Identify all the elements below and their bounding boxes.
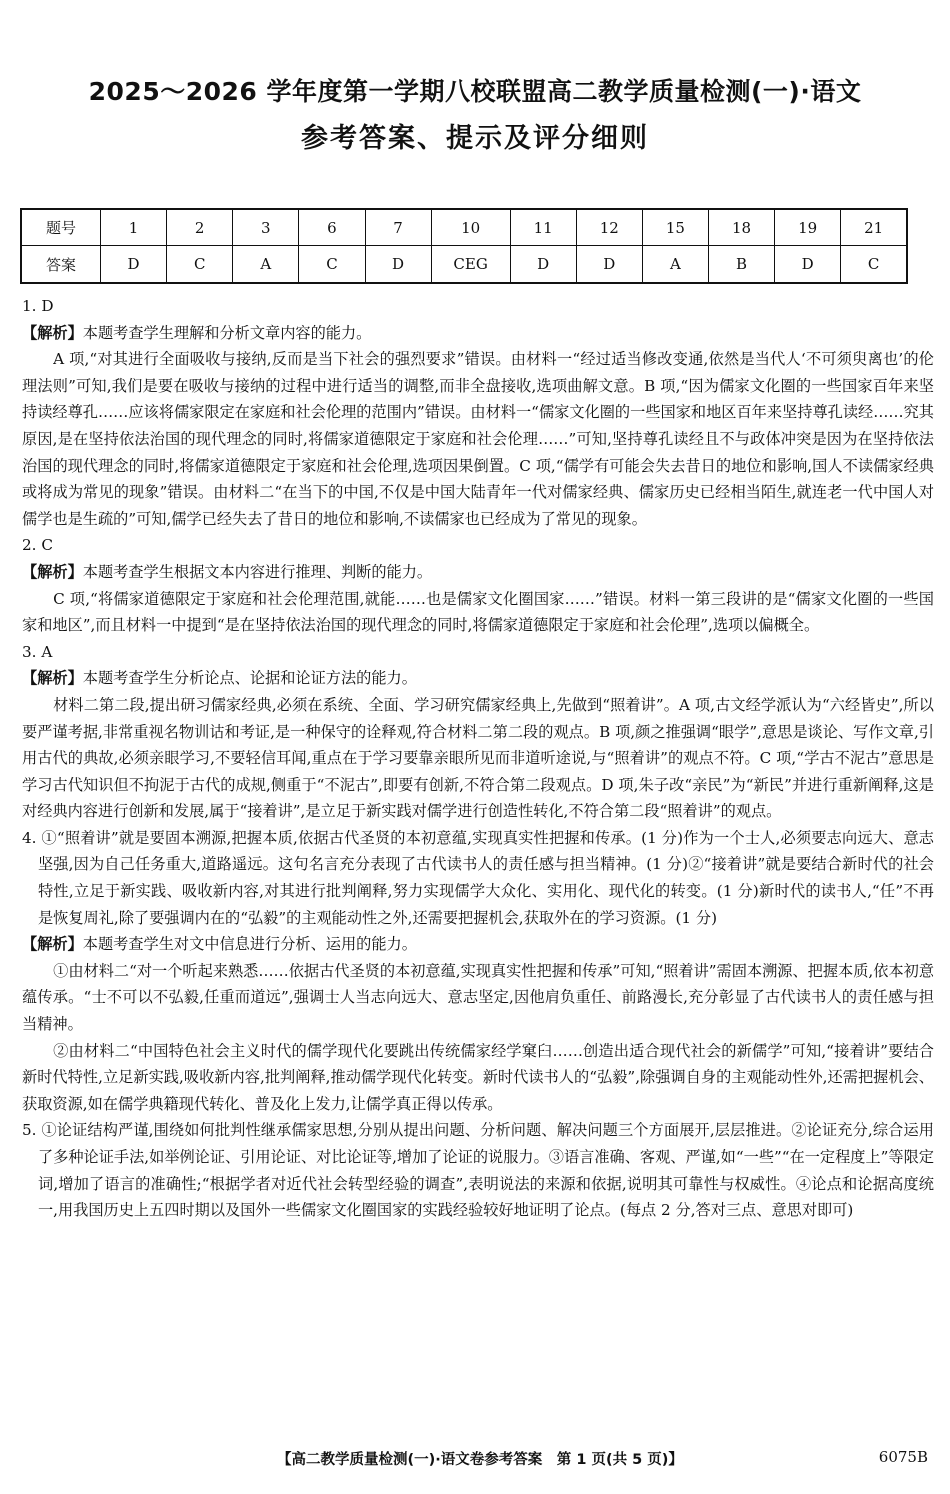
analysis-tag: 【解析】 xyxy=(22,323,83,342)
footer-code: 6075B xyxy=(878,1448,928,1466)
question-2-answer: 2. C xyxy=(22,536,53,555)
answer-cell: D xyxy=(101,246,167,284)
question-cell: 1 xyxy=(101,209,167,246)
answer-cell: A xyxy=(233,246,299,284)
question-1-answer: 1. D xyxy=(22,297,54,315)
answer-cell: C xyxy=(299,246,365,284)
analysis-tag: 【解析】 xyxy=(22,935,83,954)
footer-page-info: 【高二教学质量检测(一)·语文卷参考答案 第 1 页(共 5 页)】 xyxy=(277,1452,683,1468)
answer-cell: C xyxy=(841,246,907,284)
question-2-analysis-body: C 项,“将儒家道德限定于家庭和社会伦理范围,就能……也是儒家文化圈国家……”错误。材料一第三段讲的是“儒家文化圈的一些国家和地区”,而且材料一中提到“是在坚持依法治国的现代理念的同时,将儒家道德限定于家庭和社会伦理”,选项以偏概全。 xyxy=(22,589,934,635)
page-title: 2025～2026 学年度第一学期八校联盟高二教学质量检测(一)·语文 xyxy=(88,77,862,106)
question-cell: 18 xyxy=(709,209,775,246)
question-3-analysis-body: 材料二第二段,提出研习儒家经典,必须在系统、全面、学习研究儒家经典上,先做到“照着讲”。A 项,古文经学派认为“六经皆史”,所以要严谨考据,非常重视名物训诂和考证,是一种保守的诠释观,符合材料二第二段的观点。B 项,颜之推强调“眼学”,意思是谈论、写作文章,引用古代的典故,必须亲眼学习,不要轻信耳闻,重点在于学习要靠亲眼所见而非道听途说,与“照着讲”的观点不符。C 项,“学古不泥古”意思是学习古代知识但不拘泥于古代的成规,侧重于“不泥古”,即要有创新,不符合第二段观点。D 项,朱子改“亲民”为“新民”并进行重新阐释,这是对经典内容进行创新和发展,属于“接着讲”,是立足于新实践对儒学进行创造性转化,不符合第二段“照着讲”的观点。 xyxy=(22,695,934,821)
question-1-analysis-intro xyxy=(22,320,934,347)
question-2-analysis-intro xyxy=(22,559,934,586)
question-4-answer: 4. ①“照着讲”就是要固本溯源,把握本质,依据古代圣贤的本初意蕴,实现真实性把握和传承。(1 分)作为一个士人,必须要志向远大、意志坚强,因为自己任务重大,道路遥远。这句名言充分表现了古代读书人的责任感与担当精神。(1 分)②“接着讲”就是要结合新时代的社会特性,立足于新实践、吸收新内容,对其进行批判阐释,努力实现儒学大众化、实用化、现代化的转变。(1 分)新时代的读书人,“任”不再是恢复周礼,除了要强调内在的“弘毅”的主观能动性之外,还需要把握机会,获取外在的学习资源。(1 分) xyxy=(22,828,934,927)
analysis-intro-text: 本题考查学生根据文本内容进行推理、判断的能力。 xyxy=(82,562,433,581)
answer-cell: D xyxy=(775,246,841,284)
answer-cell: C xyxy=(167,246,233,284)
answer-explanations xyxy=(22,293,934,1224)
answer-table xyxy=(20,208,908,284)
row-label-question: 题号 xyxy=(21,209,101,246)
analysis-intro-text: 本题考查学生对文中信息进行分析、运用的能力。 xyxy=(82,935,417,954)
answer-cell: A xyxy=(642,246,708,284)
question-4-analysis-body-2: ②由材料二“中国特色社会主义时代的儒学现代化要跳出传统儒家经学窠臼……创造出适合现代社会的新儒学”可知,“接着讲”要结合新时代特性,立足新实践,吸收新内容,批判阐释,推动儒学现代化转变。新时代读书人的“弘毅”,除强调自身的主观能动性外,还需把握机会、获取资源,如在儒学典籍现代转化、普及化上发力,让儒学真正得以传承。 xyxy=(22,1041,934,1113)
question-3-analysis-intro xyxy=(22,665,934,692)
question-cell: 3 xyxy=(233,209,299,246)
question-cell: 15 xyxy=(642,209,708,246)
answer-table-answer-row xyxy=(21,246,907,284)
analysis-intro-text: 本题考查学生理解和分析文章内容的能力。 xyxy=(82,323,372,342)
question-cell: 11 xyxy=(510,209,576,246)
page-subtitle: 参考答案、提示及评分细则 xyxy=(301,123,649,154)
question-cell: 19 xyxy=(775,209,841,246)
analysis-intro-text: 本题考查学生分析论点、论据和论证方法的能力。 xyxy=(82,669,417,688)
question-cell: 2 xyxy=(167,209,233,246)
answer-cell: B xyxy=(709,246,775,284)
question-cell: 10 xyxy=(431,209,510,246)
answer-cell: D xyxy=(510,246,576,284)
question-4-analysis-body-1: ①由材料二“对一个听起来熟悉……依据古代圣贤的本初意蕴,实现真实性把握和传承”可知,“照着讲”需固本溯源、把握本质,依本初意蕴传承。“士不可以不弘毅,任重而道远”,强调士人当志向远大、意志坚定,因他肩负重任、前路漫长,充分彰显了古代读书人的责任感与担当精神。 xyxy=(22,961,935,1034)
question-4-analysis-intro xyxy=(22,931,934,958)
question-cell: 7 xyxy=(365,209,431,246)
question-cell: 12 xyxy=(576,209,642,246)
analysis-tag: 【解析】 xyxy=(22,562,83,581)
question-5-answer: 5. ①论证结构严谨,围绕如何批判性继承儒家思想,分别从提出问题、分析问题、解决问题三个方面展开,层层推进。②论证充分,综合运用了多种论证手法,如举例论证、引用论证、对比论证等,增加了论证的说服力。③语言准确、客观、严谨,如“一些”“在一定程度上”等限定词,增加了语言的准确性;“根据学者对近代社会转型经验的调查”,表明说法的来源和依据,说明其可靠性与权威性。④论点和论据高度统一,用我国历史上五四时期以及国外一些儒家文化圈国家的实践经验较好地证明了论点。(每点 2 分,答对三点、意思对即可) xyxy=(22,1121,934,1220)
answer-cell: D xyxy=(576,246,642,284)
question-cell: 21 xyxy=(841,209,907,246)
answer-cell: D xyxy=(365,246,431,284)
answer-table-question-row xyxy=(21,209,907,246)
question-3-answer: 3. A xyxy=(22,642,53,661)
analysis-tag: 【解析】 xyxy=(22,669,83,688)
answer-cell: CEG xyxy=(431,246,510,284)
question-cell: 6 xyxy=(299,209,365,246)
row-label-answer: 答案 xyxy=(21,246,101,284)
question-1-analysis-body: A 项,“对其进行全面吸收与接纳,反而是当下社会的强烈要求”错误。由材料一“经过适当修改变通,依然是当代人‘不可须臾离也’的伦理法则”可知,我们是要在吸收与接纳的过程中进行适当的调整,而非全盘接收,选项曲解文意。B 项,“因为儒家文化圈的一些国家百年来坚持读经尊孔……应该将儒家限定在家庭和社会伦理的范围内”错误。由材料一“儒家文化圈的一些国家和地区百年来坚持尊孔读经……究其原因,是在坚持依法治国的现代理念的同时,将儒家道德限定于家庭和社会伦理……”可知,坚持尊孔读经且不与政体冲突是因为在坚持依法治国的现代理念的同时,将儒家道德限定于家庭和社会伦理,选项因果倒置。C 项,“儒学有可能会失去昔日的地位和影响,国人不读儒家经典或将成为常见的现象”错误。由材料二“在当下的中国,不仅是中国大陆青年一代对儒家经典、儒家历史已经相当陌生,就连老一代中国人对儒学也是生疏的”可知,儒学已经失去了昔日的地位和影响,不读儒家也已经成为了常见的现象。 xyxy=(22,350,934,528)
